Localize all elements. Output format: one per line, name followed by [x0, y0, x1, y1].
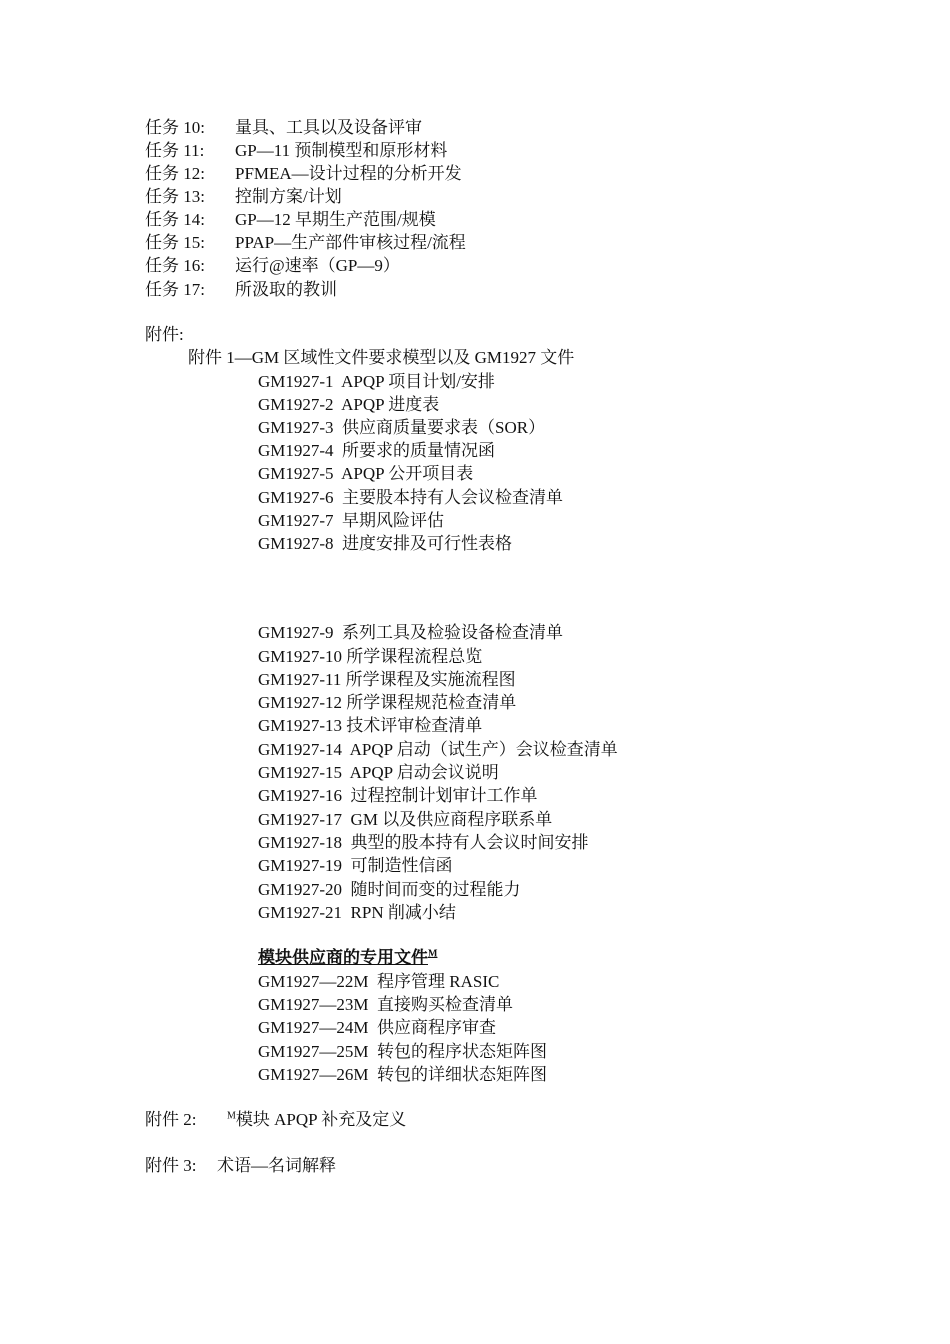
gm-doc-item: GM1927-1 APQP 项目计划/安排	[258, 372, 495, 391]
attachments-heading: 附件:	[145, 325, 184, 344]
module-doc-item: GM1927—26M 转包的详细状态矩阵图	[258, 1065, 548, 1084]
task-item: 任务 17: 所汲取的教训	[145, 280, 337, 299]
task-item: 任务 12: PFMEA—设计过程的分析开发	[145, 164, 462, 183]
task-item: 任务 11: GP—11 预制模型和原形材料	[145, 141, 448, 160]
module-doc-item: GM1927—24M 供应商程序审查	[258, 1018, 497, 1037]
gm-doc-item: GM1927-6 主要股本持有人会议检查清单	[258, 488, 564, 507]
gm-doc-item: GM1927-4 所要求的质量情况函	[258, 441, 496, 460]
module-doc-item: GM1927—25M 转包的程序状态矩阵图	[258, 1042, 548, 1061]
task-item: 任务 14: GP—12 早期生产范围/规模	[145, 210, 436, 229]
gm-doc-item: GM1927-21 RPN 削减小结	[258, 903, 456, 922]
task-item: 任务 13: 控制方案/计划	[145, 187, 342, 206]
gm-doc-item: GM1927-17 GM 以及供应商程序联系单	[258, 810, 553, 829]
attachment1-title: 附件 1—GM 区域性文件要求模型以及 GM1927 文件	[188, 348, 575, 367]
gm-doc-item: GM1927-19 可制造性信函	[258, 856, 453, 875]
gm-doc-item: GM1927-7 早期风险评估	[258, 511, 445, 530]
gm-doc-item: GM1927-9 系列工具及检验设备检查清单	[258, 623, 564, 642]
gm-doc-item: GM1927-8 进度安排及可行性表格	[258, 534, 513, 553]
gm-doc-item: GM1927-3 供应商质量要求表（SOR）	[258, 418, 546, 437]
gm-doc-item: GM1927-12 所学课程规范检查清单	[258, 693, 517, 712]
task-item: 任务 16: 运行@速率（GP—9）	[145, 256, 400, 275]
gm-doc-item: GM1927-15 APQP 启动会议说明	[258, 763, 499, 782]
attachment3: 附件 3: 术语—名词解释	[145, 1156, 336, 1175]
module-heading: 模块供应商的专用文件$^M$	[258, 948, 438, 967]
gm-doc-item: GM1927-20 随时间而变的过程能力	[258, 880, 521, 899]
gm-doc-item: GM1927-10 所学课程流程总览	[258, 647, 483, 666]
task-item: 任务 15: PPAP—生产部件审核过程/流程	[145, 233, 466, 252]
gm-doc-item: GM1927-13 技术评审检查清单	[258, 716, 483, 735]
gm-doc-item: GM1927-18 典型的股本持有人会议时间安排	[258, 833, 589, 852]
gm-doc-item: GM1927-14 APQP 启动（试生产）会议检查清单	[258, 740, 618, 759]
module-doc-item: GM1927—23M 直接购买检查清单	[258, 995, 514, 1014]
gm-doc-item: GM1927-16 过程控制计划审计工作单	[258, 786, 538, 805]
attachment2: 附件 2: $^M$模块 APQP 补充及定义	[145, 1110, 407, 1129]
task-item: 任务 10: 量具、工具以及设备评审	[145, 118, 422, 137]
module-doc-item: GM1927—22M 程序管理 RASIC	[258, 972, 500, 991]
gm-doc-item: GM1927-11 所学课程及实施流程图	[258, 670, 516, 689]
gm-doc-item: GM1927-2 APQP 进度表	[258, 395, 440, 414]
gm-doc-item: GM1927-5 APQP 公开项目表	[258, 464, 474, 483]
